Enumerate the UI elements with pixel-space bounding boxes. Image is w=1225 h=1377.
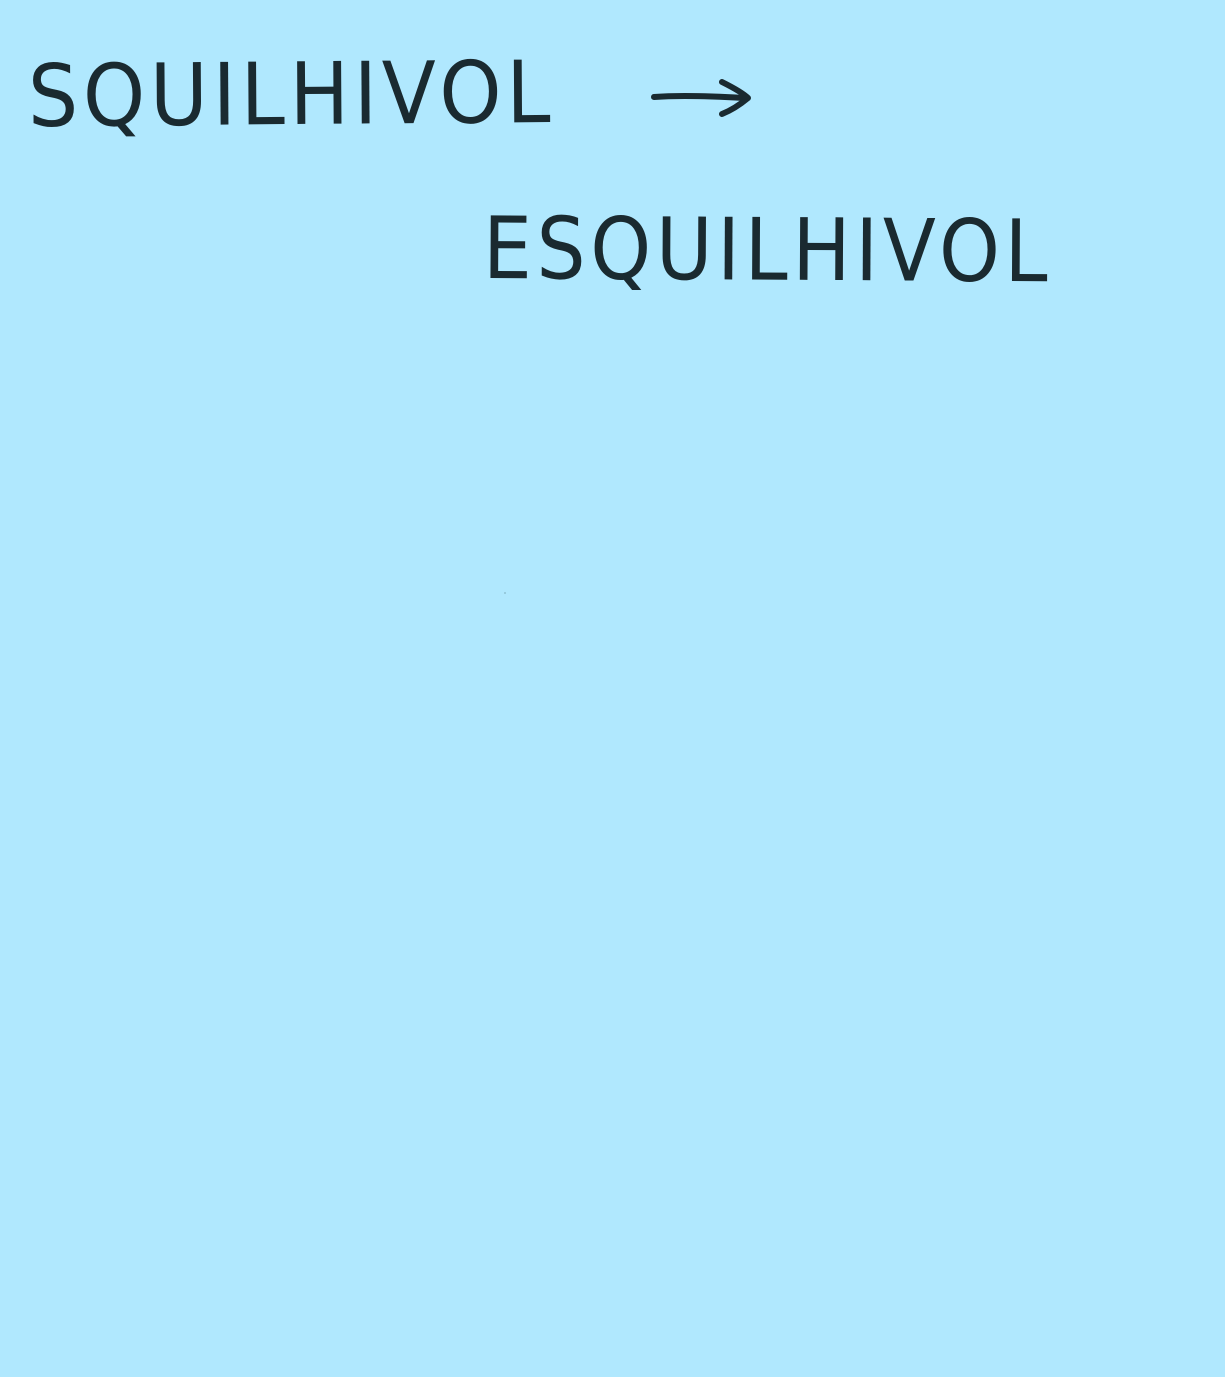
paper-speck xyxy=(504,592,506,594)
handwritten-word-result: ESQUILHIVOL xyxy=(482,199,1053,303)
right-arrow-icon xyxy=(650,78,754,118)
handwritten-word-original: SQUILHIVOL xyxy=(27,43,556,147)
